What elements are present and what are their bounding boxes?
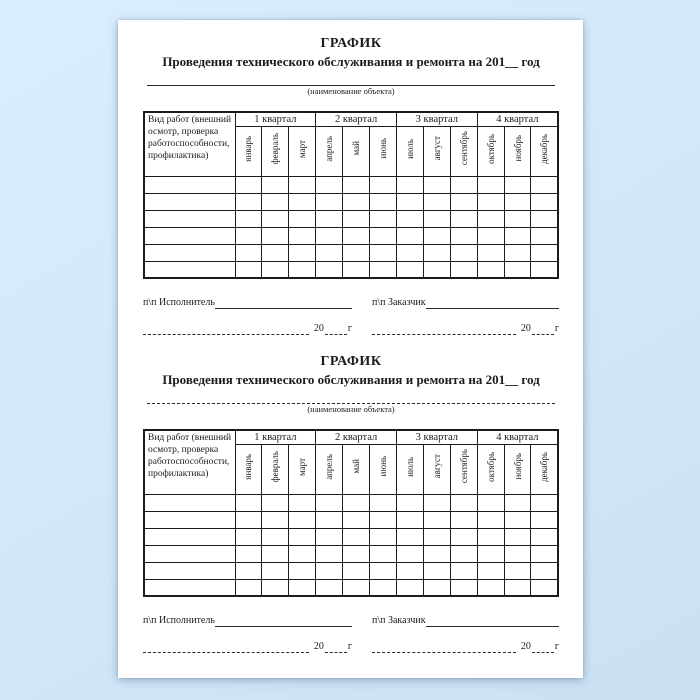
month-header: сентябрь: [450, 126, 477, 176]
quarter-3-header: 3 квартал: [396, 430, 477, 444]
schedule-cell: [262, 511, 289, 528]
year-prefix: 20: [313, 641, 324, 652]
schedule-cell: [289, 210, 316, 227]
schedule-cell: [316, 261, 343, 278]
schedule-cell: [343, 227, 370, 244]
month-header: январь: [235, 126, 262, 176]
schedule-cell: [262, 261, 289, 278]
empty-schedule-row: [144, 511, 558, 528]
schedule-cell: [477, 494, 504, 511]
schedule-cell: [423, 545, 450, 562]
schedule-cell: [504, 511, 531, 528]
schedule-cell: [423, 227, 450, 244]
schedule-cell: [477, 261, 504, 278]
schedule-cell: [343, 579, 370, 596]
month-header: октябрь: [477, 126, 504, 176]
year-blank-line: [325, 642, 347, 653]
executor-label: п\п Исполнитель: [143, 615, 215, 626]
schedule-cell: [423, 261, 450, 278]
schedule-cell: [289, 494, 316, 511]
schedule-cell: [531, 579, 558, 596]
year-blank-line: [325, 324, 347, 335]
signature-line: [426, 616, 559, 627]
schedule-cell: [396, 193, 423, 210]
empty-schedule-row: [144, 193, 558, 210]
schedule-cell: [531, 193, 558, 210]
month-header: апрель: [316, 444, 343, 494]
month-header: ноябрь: [504, 444, 531, 494]
schedule-cell: [396, 528, 423, 545]
schedule-cell: [343, 545, 370, 562]
form-subtitle: Проведения технического обслуживания и ремонта на 201__ год: [162, 54, 540, 69]
schedule-cell: [477, 193, 504, 210]
schedule-cell: [316, 528, 343, 545]
schedule-cell: [316, 545, 343, 562]
schedule-cell: [316, 494, 343, 511]
schedule-cell: [144, 244, 235, 261]
customer-date: [372, 322, 559, 335]
schedule-cell: [531, 261, 558, 278]
schedule-cell: [144, 210, 235, 227]
schedule-cell: [504, 193, 531, 210]
schedule-cell: [477, 545, 504, 562]
schedule-cell: [370, 579, 397, 596]
schedule-cell: [370, 193, 397, 210]
month-header: февраль: [262, 126, 289, 176]
schedule-cell: [396, 494, 423, 511]
month-header: март: [289, 126, 316, 176]
schedule-cell: [235, 261, 262, 278]
schedule-cell: [477, 528, 504, 545]
schedule-cell: [370, 494, 397, 511]
schedule-cell: [477, 227, 504, 244]
schedule-cell: [450, 227, 477, 244]
executor-signature: [143, 614, 352, 627]
schedule-cell: [316, 193, 343, 210]
schedule-cell: [396, 545, 423, 562]
empty-schedule-row: [144, 528, 558, 545]
schedule-cell: [396, 261, 423, 278]
schedule-cell: [343, 193, 370, 210]
schedule-cell: [262, 545, 289, 562]
customer-signature: [372, 296, 559, 309]
schedule-cell: [262, 244, 289, 261]
month-header: апрель: [316, 126, 343, 176]
signature-row: [143, 296, 559, 309]
form-subtitle: Проведения технического обслуживания и ремонта на 201__ год: [162, 372, 540, 387]
signature-line: [215, 298, 352, 309]
quarter-1-header: 1 квартал: [235, 112, 316, 126]
schedule-cell: [396, 176, 423, 193]
schedule-cell: [450, 176, 477, 193]
year-blank-line: [532, 642, 554, 653]
schedule-cell: [477, 511, 504, 528]
empty-schedule-row: [144, 261, 558, 278]
signature-line: [143, 642, 309, 653]
object-name-blank-line: [147, 73, 555, 86]
schedule-cell: [423, 244, 450, 261]
schedule-cell: [423, 562, 450, 579]
schedule-cell: [477, 244, 504, 261]
schedule-cell: [504, 176, 531, 193]
quarter-2-header: 2 квартал: [316, 112, 397, 126]
schedule-cell: [144, 511, 235, 528]
schedule-cell: [262, 210, 289, 227]
empty-schedule-row: [144, 210, 558, 227]
empty-schedule-row: [144, 244, 558, 261]
schedule-cell: [531, 244, 558, 261]
schedule-cell: [316, 562, 343, 579]
schedule-cell: [396, 210, 423, 227]
quarter-4-header: 4 квартал: [477, 112, 558, 126]
schedule-cell: [144, 261, 235, 278]
schedule-cell: [423, 528, 450, 545]
schedule-cell: [262, 176, 289, 193]
schedule-cell: [531, 176, 558, 193]
schedule-cell: [262, 494, 289, 511]
schedule-cell: [370, 261, 397, 278]
schedule-cell: [262, 528, 289, 545]
month-header: январь: [235, 444, 262, 494]
schedule-cell: [316, 579, 343, 596]
schedule-cell: [450, 545, 477, 562]
schedule-cell: [450, 528, 477, 545]
schedule-cell: [235, 511, 262, 528]
schedule-cell: [531, 511, 558, 528]
schedule-cell: [370, 227, 397, 244]
maintenance-schedule-form-top: [143, 36, 559, 335]
month-header: март: [289, 444, 316, 494]
schedule-cell: [289, 227, 316, 244]
month-header: август: [423, 126, 450, 176]
schedule-cell: [370, 210, 397, 227]
year-suffix: г: [347, 323, 352, 334]
schedule-cell: [370, 545, 397, 562]
object-name-caption: (наименование объекта): [307, 86, 395, 96]
schedule-cell: [504, 545, 531, 562]
empty-schedule-row: [144, 562, 558, 579]
schedule-cell: [343, 176, 370, 193]
schedule-cell: [316, 244, 343, 261]
schedule-cell: [450, 193, 477, 210]
quarter-1-header: 1 квартал: [235, 430, 316, 444]
object-name-caption: (наименование объекта): [307, 404, 395, 414]
schedule-cell: [289, 579, 316, 596]
schedule-cell: [396, 244, 423, 261]
schedule-cell: [289, 244, 316, 261]
schedule-cell: [235, 545, 262, 562]
month-header: декабрь: [531, 126, 558, 176]
schedule-cell: [262, 579, 289, 596]
form-title: ГРАФИК: [320, 36, 382, 51]
schedule-cell: [477, 562, 504, 579]
schedule-cell: [144, 528, 235, 545]
schedule-cell: [370, 244, 397, 261]
empty-schedule-row: [144, 545, 558, 562]
schedule-cell: [450, 511, 477, 528]
schedule-cell: [262, 562, 289, 579]
schedule-cell: [289, 176, 316, 193]
schedule-cell: [144, 193, 235, 210]
schedule-cell: [289, 261, 316, 278]
schedule-cell: [343, 494, 370, 511]
schedule-cell: [262, 227, 289, 244]
month-header: июль: [396, 444, 423, 494]
quarter-2-header: 2 квартал: [316, 430, 397, 444]
signature-line: [372, 642, 516, 653]
schedule-cell: [289, 562, 316, 579]
schedule-cell: [144, 579, 235, 596]
maintenance-schedule-form-bottom: [143, 354, 559, 653]
schedule-cell: [450, 244, 477, 261]
schedule-cell: [370, 562, 397, 579]
month-header: декабрь: [531, 444, 558, 494]
schedule-cell: [504, 562, 531, 579]
schedule-cell: [450, 210, 477, 227]
schedule-cell: [423, 193, 450, 210]
signature-line: [215, 616, 352, 627]
schedule-cell: [235, 244, 262, 261]
schedule-cell: [235, 494, 262, 511]
object-name-blank-line: [147, 391, 555, 404]
executor-signature: [143, 296, 352, 309]
schedule-cell: [235, 227, 262, 244]
schedule-table: [143, 429, 559, 597]
schedule-cell: [477, 579, 504, 596]
schedule-cell: [343, 210, 370, 227]
schedule-cell: [289, 528, 316, 545]
month-header: июль: [396, 126, 423, 176]
schedule-cell: [504, 210, 531, 227]
schedule-cell: [343, 511, 370, 528]
schedule-cell: [450, 579, 477, 596]
schedule-cell: [531, 528, 558, 545]
year-blank-line: [532, 324, 554, 335]
schedule-cell: [450, 562, 477, 579]
schedule-table: [143, 111, 559, 279]
schedule-cell: [316, 511, 343, 528]
schedule-cell: [423, 176, 450, 193]
works-column-header: Вид работ (внешний осмотр, проверка работоспособности, профилактика): [144, 430, 235, 494]
schedule-cell: [504, 494, 531, 511]
schedule-cell: [144, 545, 235, 562]
schedule-cell: [316, 210, 343, 227]
month-header: май: [343, 126, 370, 176]
quarter-4-header: 4 квартал: [477, 430, 558, 444]
schedule-cell: [423, 511, 450, 528]
executor-date: [143, 322, 352, 335]
schedule-cell: [235, 210, 262, 227]
month-header: ноябрь: [504, 126, 531, 176]
date-row: [143, 640, 559, 653]
schedule-cell: [235, 193, 262, 210]
schedule-cell: [477, 210, 504, 227]
schedule-cell: [396, 511, 423, 528]
schedule-cell: [289, 193, 316, 210]
works-column-header: Вид работ (внешний осмотр, проверка работоспособности, профилактика): [144, 112, 235, 176]
customer-label: п\п Заказчик: [372, 297, 426, 308]
schedule-cell: [450, 494, 477, 511]
month-header: февраль: [262, 444, 289, 494]
schedule-cell: [316, 227, 343, 244]
executor-label: п\п Исполнитель: [143, 297, 215, 308]
month-header: июнь: [370, 126, 397, 176]
schedule-cell: [423, 210, 450, 227]
year-prefix: 20: [313, 323, 324, 334]
schedule-cell: [144, 176, 235, 193]
empty-schedule-row: [144, 579, 558, 596]
schedule-cell: [504, 579, 531, 596]
schedule-cell: [370, 511, 397, 528]
schedule-cell: [531, 227, 558, 244]
empty-schedule-row: [144, 494, 558, 511]
year-suffix: г: [347, 641, 352, 652]
month-header: сентябрь: [450, 444, 477, 494]
schedule-cell: [144, 494, 235, 511]
customer-signature: [372, 614, 559, 627]
date-row: [143, 322, 559, 335]
schedule-cell: [396, 227, 423, 244]
customer-date: [372, 640, 559, 653]
schedule-cell: [531, 545, 558, 562]
schedule-cell: [370, 528, 397, 545]
document-page: [118, 20, 583, 678]
schedule-cell: [235, 528, 262, 545]
year-suffix: г: [554, 323, 559, 334]
schedule-cell: [289, 545, 316, 562]
year-prefix: 20: [520, 323, 531, 334]
year-suffix: г: [554, 641, 559, 652]
month-header: июнь: [370, 444, 397, 494]
quarter-3-header: 3 квартал: [396, 112, 477, 126]
schedule-cell: [504, 261, 531, 278]
schedule-cell: [343, 261, 370, 278]
month-header: октябрь: [477, 444, 504, 494]
schedule-cell: [504, 227, 531, 244]
empty-schedule-row: [144, 176, 558, 193]
year-prefix: 20: [520, 641, 531, 652]
schedule-cell: [450, 261, 477, 278]
customer-label: п\п Заказчик: [372, 615, 426, 626]
schedule-cell: [396, 579, 423, 596]
schedule-cell: [423, 579, 450, 596]
schedule-cell: [235, 579, 262, 596]
signature-line: [426, 298, 559, 309]
schedule-cell: [504, 244, 531, 261]
signature-line: [143, 324, 309, 335]
schedule-cell: [235, 562, 262, 579]
schedule-cell: [531, 494, 558, 511]
signature-line: [372, 324, 516, 335]
signature-row: [143, 614, 559, 627]
schedule-cell: [289, 511, 316, 528]
schedule-cell: [144, 227, 235, 244]
month-header: май: [343, 444, 370, 494]
schedule-cell: [477, 176, 504, 193]
form-title: ГРАФИК: [320, 354, 382, 369]
schedule-cell: [396, 562, 423, 579]
month-header: август: [423, 444, 450, 494]
schedule-cell: [343, 528, 370, 545]
schedule-cell: [504, 528, 531, 545]
schedule-cell: [262, 193, 289, 210]
schedule-cell: [531, 210, 558, 227]
schedule-cell: [531, 562, 558, 579]
schedule-cell: [370, 176, 397, 193]
schedule-cell: [343, 244, 370, 261]
schedule-cell: [423, 494, 450, 511]
schedule-cell: [343, 562, 370, 579]
empty-schedule-row: [144, 227, 558, 244]
executor-date: [143, 640, 352, 653]
schedule-cell: [235, 176, 262, 193]
schedule-cell: [316, 176, 343, 193]
schedule-cell: [144, 562, 235, 579]
